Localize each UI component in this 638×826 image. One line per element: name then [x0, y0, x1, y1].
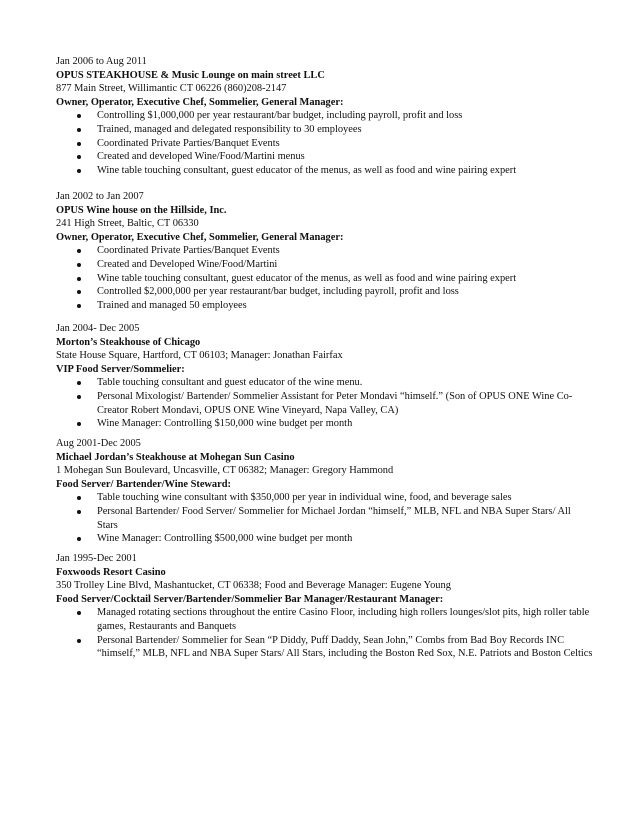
job-employer: OPUS Wine house on the Hillside, Inc.	[56, 204, 227, 216]
job-bullet: Trained, managed and delegated responsibility to 30 employees	[56, 123, 596, 137]
job-bullet-list	[56, 244, 596, 312]
job-bullet: Table touching wine consultant with $350,000 per year in individual wine, food, and beverage sales	[56, 491, 596, 505]
job-dates: Aug 2001-Dec 2005	[56, 438, 141, 449]
job-bullet: Wine Manager: Controlling $500,000 wine budget per month	[56, 532, 596, 546]
job-entry-opus-steakhouse	[56, 55, 596, 177]
job-address: 877 Main Street, Willimantic CT 06226 (860)208-2147	[56, 83, 287, 95]
job-bullet: Personal Mixologist/ Bartender/ Sommelier Assistant for Peter Mondavi “himself.” (Son of OPUS ONE Wine Co-Creator Robert Mondavi, OPUS ONE Wine Vineyard, Napa Valley, CA)	[56, 390, 592, 417]
job-bullet: Created and developed Wine/Food/Martini menus	[56, 150, 596, 164]
job-bullet: Wine Manager: Controlling $150,000 wine budget per month	[56, 417, 596, 431]
job-dates: Jan 2006 to Aug 2011	[56, 56, 147, 67]
job-bullet-list	[56, 491, 596, 545]
job-employer: Foxwoods Resort Casino	[56, 566, 166, 578]
job-bullet: Coordinated Private Parties/Banquet Events	[56, 137, 596, 151]
job-title: VIP Food Server/Sommelier:	[56, 363, 185, 375]
job-bullet-list	[56, 606, 596, 660]
job-address: 1 Mohegan Sun Boulevard, Uncasville, CT 06382; Manager: Gregory Hammond	[56, 465, 394, 477]
job-bullet: Created and Developed Wine/Food/Martini	[56, 258, 596, 272]
job-address: 350 Trolley Line Blvd, Mashantucket, CT 06338; Food and Beverage Manager: Eugene Young	[56, 580, 451, 592]
job-bullet: Managed rotating sections throughout the entire Casino Floor, including high rollers lounges/slot pits, high roller table games, Restaurants and Banquets	[56, 606, 597, 633]
job-title: Food Server/Cocktail Server/Bartender/Sommelier Bar Manager/Restaurant Manager:	[56, 593, 444, 605]
job-entry-foxwoods	[56, 552, 596, 661]
job-dates: Jan 1995-Dec 2001	[56, 553, 137, 564]
job-bullet-list	[56, 109, 596, 177]
job-bullet: Personal Bartender/ Food Server/ Sommelier for Michael Jordan “himself,” MLB, NFL and NBA Super Stars/ All Stars	[56, 505, 582, 532]
job-address: State House Square, Hartford, CT 06103; Manager: Jonathan Fairfax	[56, 350, 343, 362]
job-bullet: Table touching consultant and guest educator of the wine menu.	[56, 376, 596, 390]
job-bullet-list	[56, 376, 596, 430]
job-entry-michael-jordans	[56, 437, 596, 546]
job-title: Owner, Operator, Executive Chef, Sommelier, General Manager:	[56, 231, 344, 243]
job-bullet: Coordinated Private Parties/Banquet Events	[56, 244, 596, 258]
job-bullet: Controlled $2,000,000 per year restaurant/bar budget, including payroll, profit and loss	[56, 285, 596, 299]
job-title: Owner, Operator, Executive Chef, Sommelier, General Manager:	[56, 96, 344, 108]
job-title: Food Server/ Bartender/Wine Steward:	[56, 478, 231, 490]
job-dates: Jan 2004- Dec 2005	[56, 323, 140, 334]
job-bullet: Personal Bartender/ Sommelier for Sean “P Diddy, Puff Daddy, Sean John,” Combs from Bad Boy Records INC “himself,” MLB, NFL and NBA Super Stars/ All Stars, including the Boston Red Sox, N.E. Patriots and Boston Celtics	[56, 634, 597, 661]
job-address: 241 High Street, Baltic, CT 06330	[56, 218, 199, 230]
job-employer: Michael Jordan’s Steakhouse at Mohegan Sun Casino	[56, 451, 295, 463]
job-bullet: Wine table touching consultant, guest educator of the menus, as well as food and wine pairing expert	[56, 272, 596, 286]
job-dates: Jan 2002 to Jan 2007	[56, 191, 144, 202]
job-bullet: Wine table touching consultant, guest educator of the menus, as well as food and wine pairing expert	[56, 164, 596, 178]
job-employer: Morton’s Steakhouse of Chicago	[56, 336, 201, 348]
job-employer: OPUS STEAKHOUSE & Music Lounge on main street LLC	[56, 69, 325, 81]
job-bullet: Trained and managed 50 employees	[56, 299, 596, 313]
job-bullet: Controlling $1,000,000 per year restaurant/bar budget, including payroll, profit and loss	[56, 109, 596, 123]
job-entry-opus-wine-house	[56, 190, 596, 312]
job-entry-mortons	[56, 322, 596, 431]
